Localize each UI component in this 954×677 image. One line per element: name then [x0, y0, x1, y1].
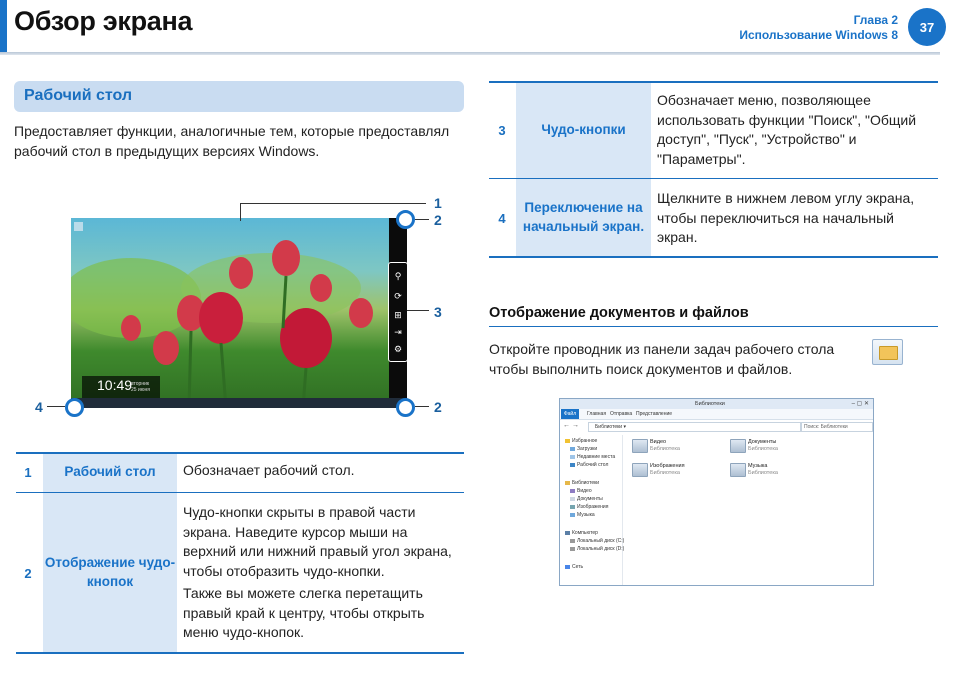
- left-row-1-term: Рабочий стол: [64, 464, 156, 479]
- left-row-1-desc: Обозначает рабочий стол.: [183, 462, 355, 478]
- chapter-title: Использование Windows 8: [739, 28, 898, 42]
- documents-library-icon: [730, 439, 746, 453]
- left-row-2-desc-2: Также вы можете слегка перетащить правый край к центру, чтобы открыть меню чудо-кнопок.: [183, 585, 425, 640]
- library-label: [748, 439, 778, 453]
- library-sub: Библиотека: [748, 470, 778, 476]
- picture-icon: [570, 505, 575, 509]
- nav-label: Библиотеки: [572, 480, 600, 486]
- file-explorer-taskbar-button[interactable]: [872, 339, 903, 365]
- search-charm-icon: ⚲: [394, 271, 402, 281]
- nav-pictures[interactable]: [570, 504, 608, 510]
- library-name: Видео: [650, 439, 667, 445]
- callout-2-top-line: [415, 219, 429, 220]
- nav-drive-d[interactable]: [570, 546, 624, 552]
- explorer-titlebar: [560, 399, 873, 409]
- document-icon: [570, 497, 575, 501]
- nav-music[interactable]: [570, 512, 595, 518]
- library-name: Музыка: [748, 463, 768, 469]
- folder-icon: [879, 346, 898, 360]
- nav-label: Музыка: [577, 512, 595, 518]
- callout-4-marker: [65, 398, 84, 417]
- nav-downloads[interactable]: [570, 446, 597, 452]
- library-label: [650, 439, 680, 453]
- library-label: [748, 463, 778, 477]
- nav-favorites[interactable]: [565, 438, 597, 444]
- explorer-ribbon: [560, 409, 873, 420]
- start-charm-icon: ⊞: [394, 310, 402, 320]
- right-table-row-divider: [489, 178, 938, 179]
- tab-share[interactable]: Отправка: [610, 411, 633, 417]
- nav-label: Документы: [577, 496, 603, 502]
- network-icon: [565, 565, 570, 569]
- callout-4-line: [47, 406, 65, 407]
- desktop-icon: [570, 463, 575, 467]
- callout-3-line: [407, 310, 429, 311]
- callout-3: 3: [434, 304, 442, 320]
- library-icon: [565, 481, 570, 485]
- left-table-row-divider: [16, 492, 464, 493]
- clock-day: вторник: [131, 381, 150, 387]
- address-bar[interactable]: Библиотеки ▾: [588, 422, 802, 432]
- share-charm-icon: ⟳: [394, 291, 402, 301]
- nav-label: Компьютер: [572, 530, 598, 536]
- library-name: Документы: [748, 439, 777, 445]
- chapter-number: Глава 2: [853, 13, 898, 27]
- files-text-part-2: чтобы выполнить поиск документов и файлов.: [489, 360, 793, 377]
- right-row-3-desc: Обозначает меню, позволяющее использовать функции "Поиск", "Общий доступ", "Пуск", "Устройство" и "Параметры".: [657, 92, 917, 167]
- callout-1-leader: [240, 203, 241, 221]
- nav-recent[interactable]: [570, 454, 615, 460]
- nav-label: Локальный диск (D:): [577, 546, 625, 552]
- left-row-2-term: Отображение чудо-кнопок: [44, 555, 176, 589]
- section-heading: Рабочий стол: [24, 87, 133, 104]
- forward-arrow-icon[interactable]: →: [572, 422, 579, 429]
- devices-charm-icon: ⇥: [394, 327, 402, 337]
- clock-overlay: [82, 376, 160, 398]
- left-row-2-number: 2: [24, 566, 32, 581]
- music-library-icon: [730, 463, 746, 477]
- right-row-4-desc: Щелкните в нижнем левом углу экрана, чтобы переключиться на начальный экран.: [657, 190, 915, 245]
- settings-charm-icon: ⚙: [393, 344, 403, 354]
- star-icon: [565, 439, 570, 443]
- nav-label: Изображения: [577, 504, 609, 510]
- callout-4: 4: [35, 399, 43, 415]
- callout-1: 1: [434, 195, 442, 211]
- drive-icon: [570, 539, 575, 543]
- search-placeholder: Поиск: Библиотеки: [804, 424, 848, 430]
- window-controls-icon[interactable]: – ▢ ✕: [851, 401, 869, 407]
- files-section-rule: [489, 326, 938, 327]
- files-section-text: [489, 340, 919, 379]
- explorer-title: Библиотеки: [695, 401, 725, 407]
- files-section-heading: Отображение документов и файлов: [489, 305, 749, 321]
- header-divider: [0, 52, 940, 55]
- header-accent-bar: [0, 0, 7, 52]
- nav-network[interactable]: [565, 564, 583, 570]
- drive-icon: [570, 547, 575, 551]
- nav-videos[interactable]: [570, 488, 592, 494]
- video-library-icon: [632, 439, 648, 453]
- nav-drive-c[interactable]: [570, 538, 624, 544]
- callout-2-bottom-line: [415, 406, 429, 407]
- nav-documents[interactable]: [570, 496, 603, 502]
- callout-2-bottom-marker: [396, 398, 415, 417]
- callout-2-top-marker: [396, 210, 415, 229]
- video-icon: [570, 489, 575, 493]
- explorer-window: [559, 398, 874, 586]
- clock-date-value: 25 июня: [131, 387, 150, 393]
- library-sub: Библиотека: [748, 446, 778, 452]
- nav-label: Недавние места: [577, 454, 616, 460]
- back-arrow-icon[interactable]: ←: [563, 422, 570, 429]
- nav-label: Рабочий стол: [577, 462, 609, 468]
- callout-2-bottom: 2: [434, 399, 442, 415]
- recent-icon: [570, 455, 575, 459]
- navigation-pane: [560, 435, 623, 585]
- right-row-3-term: Чудо-кнопки: [541, 122, 626, 137]
- section-intro: Предоставляет функции, аналогичные тем, которые предоставлял рабочий стол в предыдущих версиях Windows.: [14, 123, 450, 159]
- callout-1-line: [240, 203, 426, 204]
- clock-date: [131, 381, 150, 393]
- right-row-3-number: 3: [498, 123, 506, 138]
- tab-file[interactable]: Файл: [561, 409, 579, 419]
- search-input[interactable]: [800, 422, 873, 432]
- nav-computer[interactable]: [565, 530, 598, 536]
- right-row-4-number: 4: [498, 211, 506, 226]
- download-icon: [570, 447, 575, 451]
- address-path: Библиотеки: [595, 424, 623, 430]
- pictures-library-icon: [632, 463, 648, 477]
- left-row-2-desc-1: Чудо-кнопки скрыты в правой части экрана. Наведите курсор мыши на верхний или нижний правый угол экрана, чтобы отобразить чудо-кнопки.: [183, 504, 452, 579]
- nav-label: Избранное: [572, 438, 598, 444]
- library-name: Изображения: [650, 463, 685, 469]
- music-icon: [570, 513, 575, 517]
- nav-label: Сеть: [572, 564, 584, 570]
- nav-label: Локальный диск (C:): [577, 538, 625, 544]
- files-text-part-1: Откройте проводник из панели задач рабочего стола: [489, 341, 839, 357]
- chapter-label: [739, 13, 898, 43]
- library-label: [650, 463, 685, 477]
- clock-time: 10:49: [97, 377, 133, 393]
- right-row-4-term: Переключение на начальный экран.: [522, 200, 645, 234]
- nav-desktop[interactable]: [570, 462, 608, 468]
- tab-view[interactable]: Представление: [636, 411, 673, 417]
- page-title: Обзор экрана: [14, 6, 193, 36]
- page-number-badge: 37: [908, 8, 946, 46]
- nav-label: Видео: [577, 488, 592, 494]
- left-row-1-number: 1: [24, 465, 32, 480]
- right-table-bottom-rule: [489, 256, 938, 258]
- left-table-bottom-rule: [16, 652, 464, 654]
- tab-home[interactable]: Главная: [587, 411, 607, 417]
- nav-libraries[interactable]: [565, 480, 599, 486]
- computer-icon: [565, 531, 570, 535]
- taskbar: [71, 398, 407, 408]
- callout-2-top: 2: [434, 212, 442, 228]
- library-sub: Библиотека: [650, 470, 680, 476]
- nav-label: Загрузки: [577, 446, 598, 452]
- library-sub: Библиотека: [650, 446, 680, 452]
